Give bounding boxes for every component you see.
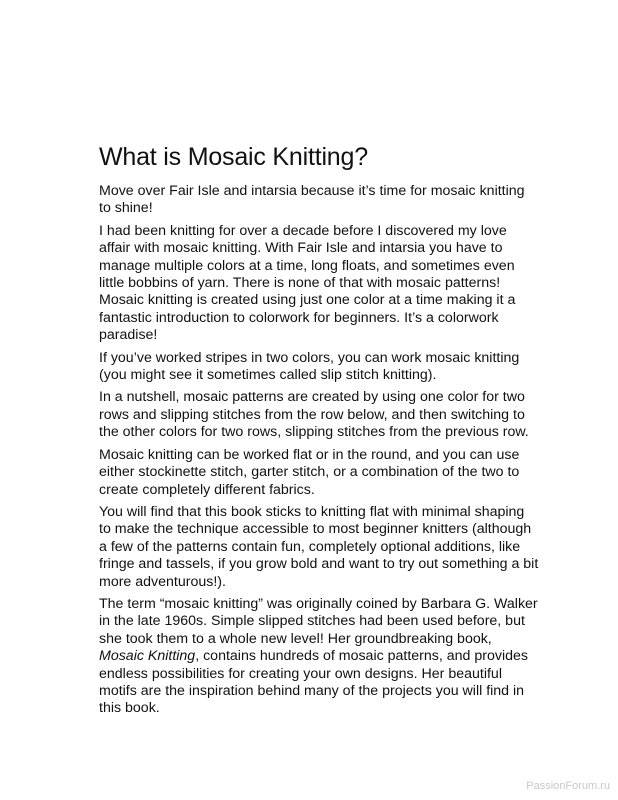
watermark: PassionForum.ru [526,780,610,792]
paragraph-flat-or-round: Mosaic knitting can be worked flat or in the round, and you can use either stockinette stitch, garter stitch, or a combination of the two to create completely different fabrics. [99,446,520,498]
page-content [99,141,539,723]
paragraph-nutshell: In a nutshell, mosaic patterns are created by using one color for two rows and slipping stitches from the row below, and then switching to the other colors for two rows, slipping stitches from the previous row. [99,389,529,441]
paragraph-love-affair: I had been knitting for over a decade before I discovered my love affair with mosaic knitting. With Fair Isle and intarsia you have to manage multiple colors at a time, long floats, and sometimes even little bobbins of yarn. There is none of that with mosaic patterns! Mosaic knitting is created using just one color at a time making it a fantastic introduction to colorwork for beginners. It’s a colorwork paradise! [99,222,516,344]
paragraph-book-scope: You will find that this book sticks to knitting flat with minimal shaping to make the technique accessible to most beginner knitters (although a few of the patterns contain fun, completely optional additions, like fringe and tassels, if you grow bold and want to try out something a bit more adventurous!). [99,503,539,590]
paragraph-stripes: If you’ve worked stripes in two colors, you can work mosaic knitting (you might see it sometimes called slip stitch knitting). [99,349,520,384]
page-title: What is Mosaic Knitting? [99,143,368,171]
book-title-italic: Mosaic Knitting [99,648,196,665]
history-text-after: , contains hundreds of mosaic patterns, and provides endless possibilities for creating your own designs. Her beautiful motifs are the inspiration behind many of the projects you will find in this book. [99,648,529,717]
paragraph-intro: Move over Fair Isle and intarsia because it’s time for mosaic knitting to shine! [99,183,525,217]
paragraph-history [99,596,539,718]
history-text-before: The term “mosaic knitting” was originally coined by Barbara G. Walker in the late 1960s. Simple slipped stitches had been used before, but she took them to a whole new level! Her groundbreaking book, [99,595,538,647]
